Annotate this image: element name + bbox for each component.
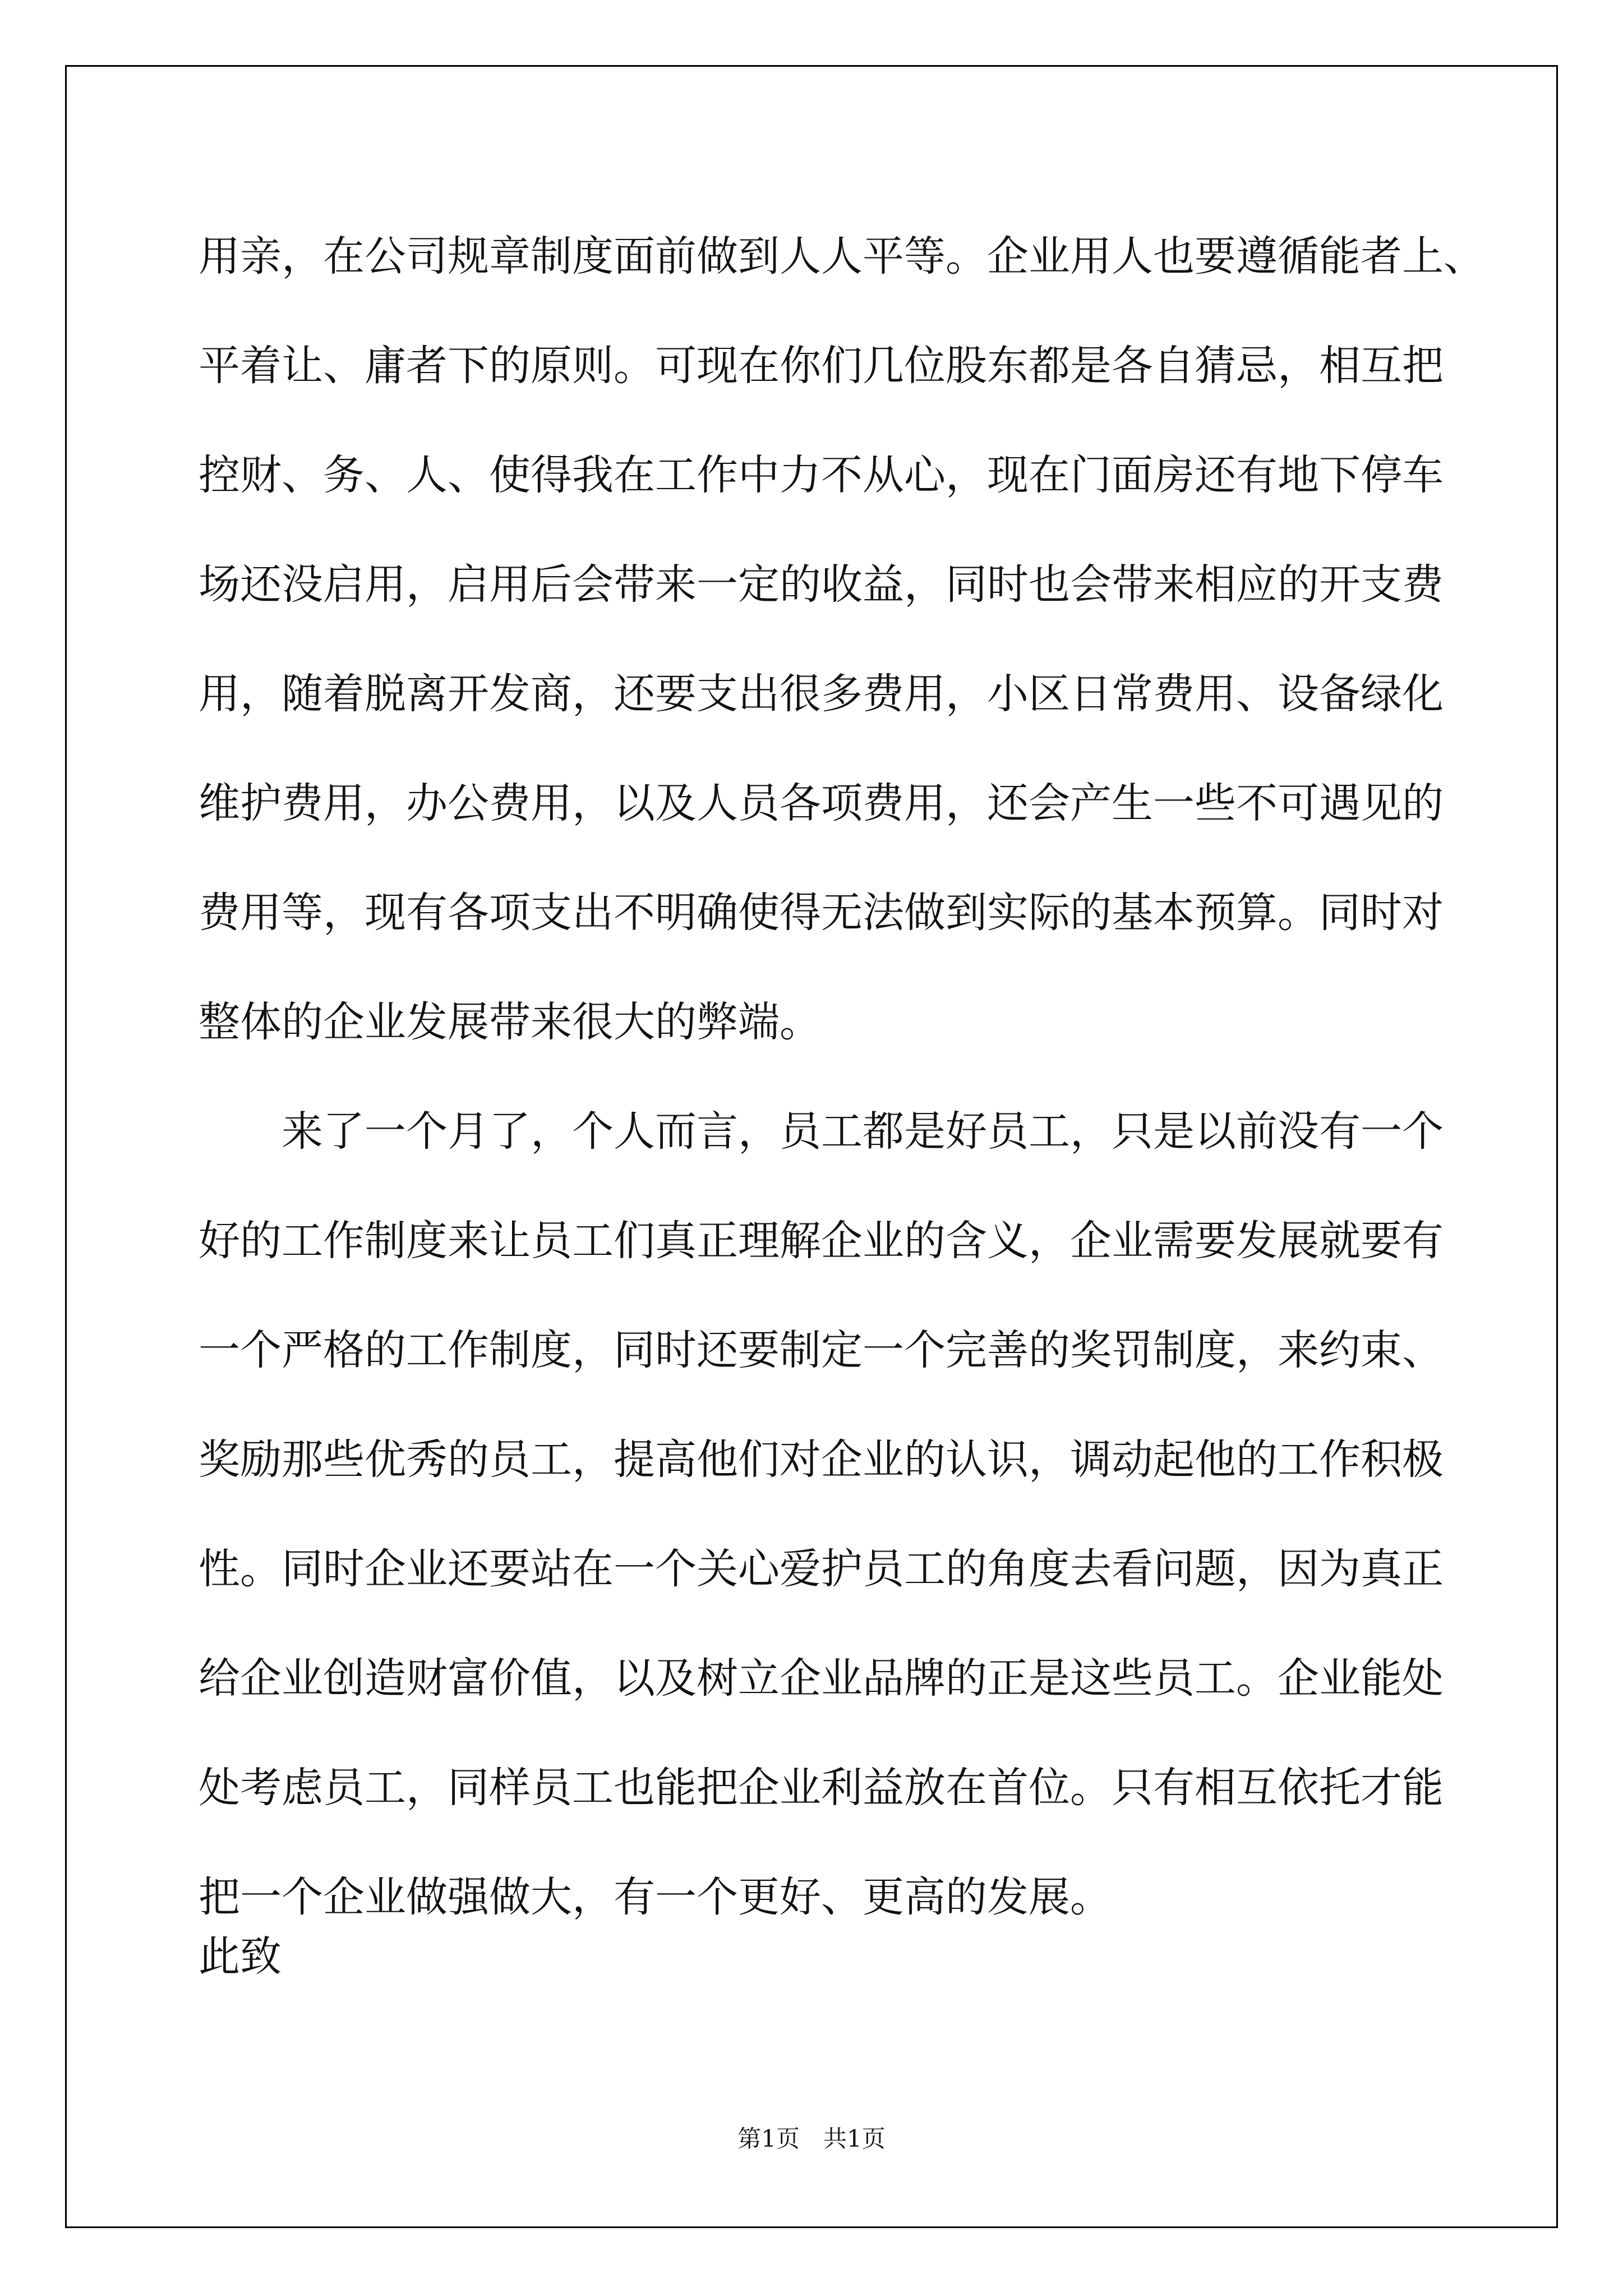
- body-line: 用亲，在公司规章制度面前做到人人平等。企业用人也要遵循能者上、: [199, 232, 1485, 280]
- body-line: 一个严格的工作制度，同时还要制定一个完善的奖罚制度，来约束、: [199, 1326, 1444, 1374]
- body-line: 控财、务、人、使得我在工作中力不从心，现在门面房还有地下停车: [199, 451, 1444, 499]
- body-line: 把一个企业做强做大，有一个更好、更高的发展。: [199, 1873, 1112, 1921]
- letter-body: [199, 202, 1485, 1952]
- body-line: 好的工作制度来让员工们真正理解企业的含义，企业需要发展就要有: [199, 1217, 1444, 1265]
- body-line: 平着让、庸者下的原则。可现在你们几位股东都是各自猜忌，相互把: [199, 342, 1444, 390]
- body-line: 场还没启用，启用后会带来一定的收益，同时也会带来相应的开支费: [199, 560, 1444, 609]
- body-line: 维护费用，办公费用，以及人员各项费用，还会产生一些不可遇见的: [199, 779, 1444, 827]
- closing-salutation: 此致: [199, 1932, 282, 1981]
- body-line: 性。同时企业还要站在一个关心爱护员工的角度去看问题，因为真正: [199, 1545, 1444, 1593]
- body-line: 奖励那些优秀的员工，提高他们对企业的认识，调动起他的工作积极: [199, 1435, 1444, 1484]
- body-line: 给企业创造财富价值，以及树立企业品牌的正是这些员工。企业能处: [199, 1654, 1444, 1703]
- body-line: 费用等，现有各项支出不明确使得无法做到实际的基本预算。同时对: [199, 889, 1444, 937]
- body-line: 用，随着脱离开发商，还要支出很多费用，小区日常费用、设备绿化: [199, 670, 1444, 718]
- body-line: 来了一个月了，个人而言，员工都是好员工，只是以前没有一个: [282, 1107, 1444, 1156]
- body-line: 处考虑员工，同样员工也能把企业利益放在首位。只有相互依托才能: [199, 1764, 1444, 1812]
- page-number-footer: 第1页 共1页: [737, 2125, 886, 2152]
- body-line: 整体的企业发展带来很大的弊端。: [199, 998, 821, 1046]
